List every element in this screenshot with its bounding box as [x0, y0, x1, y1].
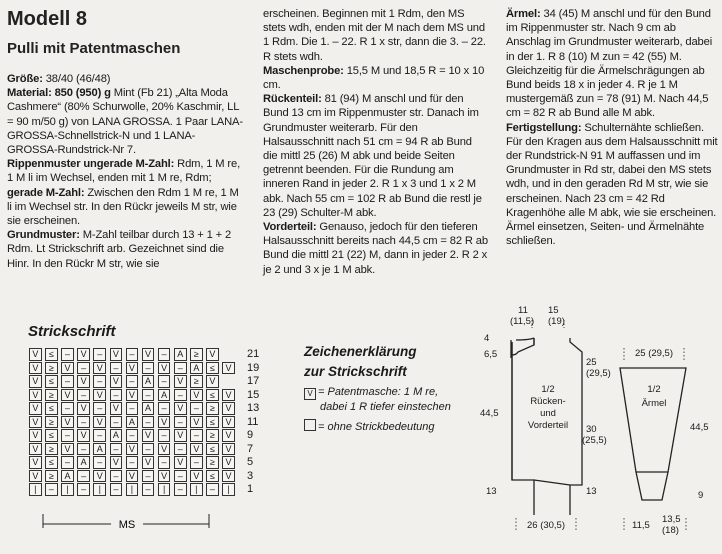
chart-cell: V	[126, 389, 139, 402]
chart-row-number: 9	[247, 429, 254, 441]
chart-cell: –	[174, 389, 187, 402]
chart-cell: V	[222, 429, 235, 442]
chart-cell: ≤	[45, 375, 58, 388]
svg-text:11,5: 11,5	[632, 520, 650, 531]
chart-cell: V	[61, 416, 74, 429]
chart-cell: –	[174, 483, 187, 496]
svg-text:(29,5): (29,5)	[586, 368, 611, 379]
back-paragraph: Rückenteil: 81 (94) M anschl und für den Bund 13 cm im Rippenmuster str. Danach im Grundmuster weiterarb. Für den Halsausschnitt nach 51 cm = 94 R ab Bund die mittl 25 (26) M abk und beide Seiten getrennt beenden. Für die Rundung am inneren Rand in jeder 2. R 1 x 3 und 1 x 2 M abk. Nach 55 cm = 102 R ab Bund die restl je 23 (29) Schulter-M abk.	[263, 93, 482, 219]
chart-row-number: 19	[247, 361, 260, 374]
svg-text:(18): (18)	[662, 525, 679, 536]
chart-cell: –	[45, 483, 58, 496]
chart-row-number: 7	[247, 442, 254, 455]
chart-cell: V	[142, 348, 155, 361]
chart-cell: V	[158, 416, 171, 429]
chart-row-number: 1	[247, 483, 254, 495]
chart-cell: A	[174, 348, 187, 361]
finishing-paragraph: Fertigstellung: Schulternähte schließen. Für den Kragen aus dem Halsausschnitt mit der Rundstrick-N 91 M auffassen und im Grundmuster in Rd str, dabei den MS stets wdh, und in den geraden Rd M str, wie sie erscheinen. Nach 23 cm = 42 Rd Kragenhöhe alle M abk, wie sie erscheinen. Ärmel einsetzen, Seiten- und Ärmelnähte schließen.	[506, 121, 718, 248]
rib-pattern-paragraph: Rippenmuster ungerade M-Zahl: Rdm, 1 M re, 1 M li im Wechsel, enden mit 1 M re, Rdm; gerade M-Zahl: Zwischen den Rdm 1 M re, 1 M li im Wechsel str. In den Rückr jeweils M str, wie sie erscheinen.	[7, 158, 241, 228]
chart-cell: V	[93, 416, 106, 429]
chart-cell: V	[110, 348, 123, 361]
page-title: Modell 8	[7, 8, 88, 30]
chart-cell: V	[174, 456, 187, 469]
chart-cell: V	[222, 389, 235, 402]
continuation-paragraph: erscheinen. Beginnen mit 1 Rdm, den MS stets wdh, enden mit der M nach dem MS und 1 Rdm. Die 1. – 22. R 1 x str, dann die 3. – 22. R stets wdh.	[263, 8, 486, 63]
legend-item-empty: = ohne Strickbedeutung	[304, 419, 435, 434]
svg-text:25 (29,5): 25 (29,5)	[634, 348, 674, 359]
svg-text:(19): (19)	[548, 316, 565, 327]
svg-text:1/2: 1/2	[647, 384, 661, 395]
chart-cell: V	[29, 389, 42, 402]
svg-text:Vorderteil: Vorderteil	[527, 420, 569, 431]
chart-cell: V	[222, 470, 235, 483]
text-column-1	[7, 72, 243, 271]
chart-cell: –	[206, 483, 219, 496]
svg-text:11: 11	[518, 305, 528, 316]
chart-cell: –	[110, 416, 123, 429]
chart-cell: V	[29, 402, 42, 415]
chart-cell: A	[61, 470, 74, 483]
chart-cell: V	[61, 443, 74, 456]
size-paragraph: Größe: 38/40 (46/48)	[7, 73, 111, 85]
chart-cell: V	[61, 389, 74, 402]
base-pattern-paragraph: Grundmuster: M-Zahl teilbar durch 13 + 1 + 2 Rdm. Lt Strickschrift arb. Gezeichnet sind die Hinr. In den Rückr M str, wie sie	[7, 229, 232, 270]
chart-cell: V	[222, 402, 235, 415]
chart-cell: –	[93, 429, 106, 442]
gauge-paragraph: Maschenprobe: 15,5 M und 18,5 R = 10 x 10 cm.	[263, 64, 485, 92]
page-subtitle: Pulli mit Patentmaschen	[7, 40, 181, 57]
chart-cell: ≤	[45, 429, 58, 442]
chart-cell: V	[29, 375, 42, 388]
text-column-2	[263, 7, 489, 277]
chart-cell: |	[29, 483, 42, 496]
chart-cell: –	[142, 362, 155, 375]
chart-cell: V	[93, 389, 106, 402]
chart-cell: ≤	[45, 456, 58, 469]
chart-cell: A	[110, 429, 123, 442]
chart-cell: –	[190, 402, 203, 415]
chart-cell: –	[158, 429, 171, 442]
chart-cell: –	[126, 348, 139, 361]
chart-cell: –	[126, 375, 139, 388]
chart-cell: –	[110, 470, 123, 483]
front-paragraph: Vorderteil: Genauso, jedoch für den tieferen Halsausschnitt bereits nach 44,5 cm = 82 R ab Bund die mittl 21 (22) M, dann in jeder 2. R 2 x je 2 und 3 x je 1 M abk.	[263, 221, 488, 276]
text-column-3	[506, 7, 718, 248]
chart-row-number: 5	[247, 456, 254, 468]
chart-cell: V	[206, 348, 219, 361]
chart-cell: ≤	[206, 416, 219, 429]
chart-cell: A	[190, 362, 203, 375]
chart-cell: V	[190, 416, 203, 429]
chart-cell: –	[110, 362, 123, 375]
chart-cell: |	[61, 483, 74, 496]
chart-cell: –	[77, 416, 90, 429]
chart-cell: –	[142, 389, 155, 402]
chart-cell: –	[61, 429, 74, 442]
chart-cell: –	[142, 483, 155, 496]
material-paragraph: Material: 850 (950) g Mint (Fb 21) „Alta Moda Cashmere“ (80% Schurwolle, 20% Kaschmir, LL = 90 m/50 g) von LANA GROSSA. 1 Paar LANA-GROSSA-Schnellstrick-N und 1 LANA-GROSSA-Rundstrick-Nr 7.	[7, 87, 243, 157]
chart-cell: ≥	[190, 348, 203, 361]
svg-text:Rücken-: Rücken-	[530, 396, 566, 407]
chart-row-number: 15	[247, 388, 260, 401]
legend-item-patent: V = Patentmasche: 1 M re,	[304, 386, 438, 400]
legend-subheading: zur Strickschrift	[304, 364, 407, 379]
chart-cell: ≥	[45, 470, 58, 483]
chart-cell: –	[61, 456, 74, 469]
chart-cell: |	[158, 483, 171, 496]
size-schematic	[474, 300, 720, 540]
chart-cell: V	[174, 375, 187, 388]
chart-heading: Strickschrift	[28, 323, 116, 340]
svg-text:6,5: 6,5	[484, 349, 498, 360]
chart-cell: A	[158, 389, 171, 402]
svg-text:13,5: 13,5	[662, 514, 681, 525]
chart-cell: A	[126, 416, 139, 429]
chart-cell: V	[29, 443, 42, 456]
chart-cell: ≥	[45, 416, 58, 429]
chart-cell: –	[142, 443, 155, 456]
chart-cell: V	[126, 443, 139, 456]
svg-text:44,5: 44,5	[690, 422, 709, 433]
chart-cell: V	[77, 348, 90, 361]
chart-cell: –	[77, 483, 90, 496]
chart-cell: –	[142, 470, 155, 483]
chart-cell: –	[61, 348, 74, 361]
chart-cell: ≥	[206, 402, 219, 415]
chart-cell: V	[222, 362, 235, 375]
chart-row-number: 21	[247, 348, 260, 360]
chart-cell: –	[174, 362, 187, 375]
chart-cell: V	[93, 362, 106, 375]
chart-cell: –	[110, 483, 123, 496]
chart-cell: V	[29, 362, 42, 375]
svg-text:4: 4	[484, 333, 490, 344]
chart-cell: A	[77, 456, 90, 469]
chart-cell: V	[174, 402, 187, 415]
chart-cell: –	[110, 443, 123, 456]
svg-text:9: 9	[698, 490, 704, 501]
chart-cell: –	[190, 456, 203, 469]
chart-cell: |	[190, 483, 203, 496]
svg-text:26 (30,5): 26 (30,5)	[526, 520, 566, 531]
chart-cell: V	[29, 416, 42, 429]
svg-text:Ärmel: Ärmel	[641, 398, 667, 409]
chart-cell: –	[110, 389, 123, 402]
svg-text:1/2: 1/2	[541, 384, 555, 395]
chart-cell: V	[93, 470, 106, 483]
svg-text:25: 25	[586, 357, 597, 368]
svg-text:30: 30	[586, 424, 597, 435]
chart-cell: |	[126, 483, 139, 496]
chart-row-number: 13	[247, 402, 260, 414]
chart-cell: V	[190, 470, 203, 483]
chart-cell: V	[222, 456, 235, 469]
svg-text:13: 13	[486, 486, 497, 497]
chart-cell: V	[29, 456, 42, 469]
chart-cell: ≤	[206, 389, 219, 402]
chart-cell: ≥	[206, 429, 219, 442]
chart-cell: V	[77, 429, 90, 442]
chart-cell: V	[110, 456, 123, 469]
chart-cell: V	[142, 456, 155, 469]
sleeve-paragraph: Ärmel: 34 (45) M anschl und für den Bund im Rippenmuster str. Nach 9 cm ab Anschlag im Grundmuster weiterarb, dabei in der 1. R 8 (10) M zun = 42 (55) M. Gleichzeitig für die Ärmelschrägungen ab Bund beids 18 x in jeder 4. R je 1 M mustergemäß zun = 78 (91) M. Nach 44,5 cm = 82 R ab Bund alle M abk.	[506, 8, 713, 120]
chart-cell: –	[174, 443, 187, 456]
chart-cell: ≤	[206, 443, 219, 456]
chart-cell: ≥	[45, 389, 58, 402]
chart-cell: V	[29, 348, 42, 361]
chart-cell: ≥	[45, 443, 58, 456]
chart-cell: –	[126, 402, 139, 415]
chart-cell: ≥	[206, 456, 219, 469]
chart-cell: V	[29, 429, 42, 442]
chart-cell: ≤	[45, 402, 58, 415]
chart-cell: V	[29, 470, 42, 483]
chart-cell: ≤	[206, 470, 219, 483]
chart-cell: V	[158, 362, 171, 375]
chart-cell: A	[142, 402, 155, 415]
chart-cell: V	[126, 470, 139, 483]
chart-cell: –	[77, 389, 90, 402]
chart-row-number: 17	[247, 375, 260, 387]
chart-cell: –	[77, 443, 90, 456]
chart-cell: –	[126, 456, 139, 469]
chart-cell: ≤	[206, 362, 219, 375]
chart-cell: –	[61, 375, 74, 388]
chart-cell: V	[158, 443, 171, 456]
chart-cell: |	[93, 483, 106, 496]
chart-cell: –	[158, 375, 171, 388]
chart-cell: V	[174, 429, 187, 442]
chart-cell: A	[142, 375, 155, 388]
chart-cell: V	[222, 416, 235, 429]
legend-heading: Zeichenerklärung	[304, 344, 417, 359]
chart-cell: –	[174, 416, 187, 429]
chart-cell: A	[93, 443, 106, 456]
chart-cell: –	[61, 402, 74, 415]
svg-text:(11,5): (11,5)	[510, 316, 535, 327]
svg-text:13: 13	[586, 486, 597, 497]
chart-cell: –	[158, 348, 171, 361]
svg-text:und: und	[540, 408, 556, 419]
knitting-chart	[29, 348, 259, 518]
chart-row-number: 3	[247, 469, 254, 482]
chart-row-number: 11	[247, 415, 259, 428]
chart-cell: V	[126, 362, 139, 375]
pattern-repeat-marker	[29, 514, 259, 534]
svg-text:(25,5): (25,5)	[582, 435, 607, 446]
ms-label: MS	[118, 519, 136, 531]
chart-cell: V	[222, 443, 235, 456]
chart-cell: V	[190, 389, 203, 402]
chart-cell: –	[93, 456, 106, 469]
chart-cell: V	[142, 429, 155, 442]
chart-cell: |	[222, 483, 235, 496]
chart-cell: ≥	[45, 362, 58, 375]
chart-cell: –	[93, 348, 106, 361]
chart-cell: ≤	[45, 348, 58, 361]
chart-cell: V	[110, 375, 123, 388]
empty-stitch-symbol	[304, 419, 316, 431]
chart-cell: –	[158, 456, 171, 469]
chart-cell: V	[110, 402, 123, 415]
chart-cell: –	[190, 429, 203, 442]
svg-text:15: 15	[548, 305, 559, 316]
chart-cell: –	[93, 375, 106, 388]
chart-cell: V	[77, 375, 90, 388]
svg-text:44,5: 44,5	[480, 408, 499, 419]
chart-cell: –	[93, 402, 106, 415]
chart-cell: –	[77, 362, 90, 375]
chart-cell: –	[142, 416, 155, 429]
patent-stitch-symbol: V	[304, 388, 316, 400]
chart-cell: –	[77, 470, 90, 483]
chart-cell: V	[61, 362, 74, 375]
legend-item-patent-line2: dabei 1 R tiefer einstechen	[320, 401, 451, 413]
chart-cell: V	[190, 443, 203, 456]
chart-cell: V	[158, 470, 171, 483]
chart-cell: V	[206, 375, 219, 388]
chart-cell: –	[158, 402, 171, 415]
chart-cell: –	[174, 470, 187, 483]
chart-cell: –	[126, 429, 139, 442]
chart-cell: ≥	[190, 375, 203, 388]
chart-cell: V	[77, 402, 90, 415]
